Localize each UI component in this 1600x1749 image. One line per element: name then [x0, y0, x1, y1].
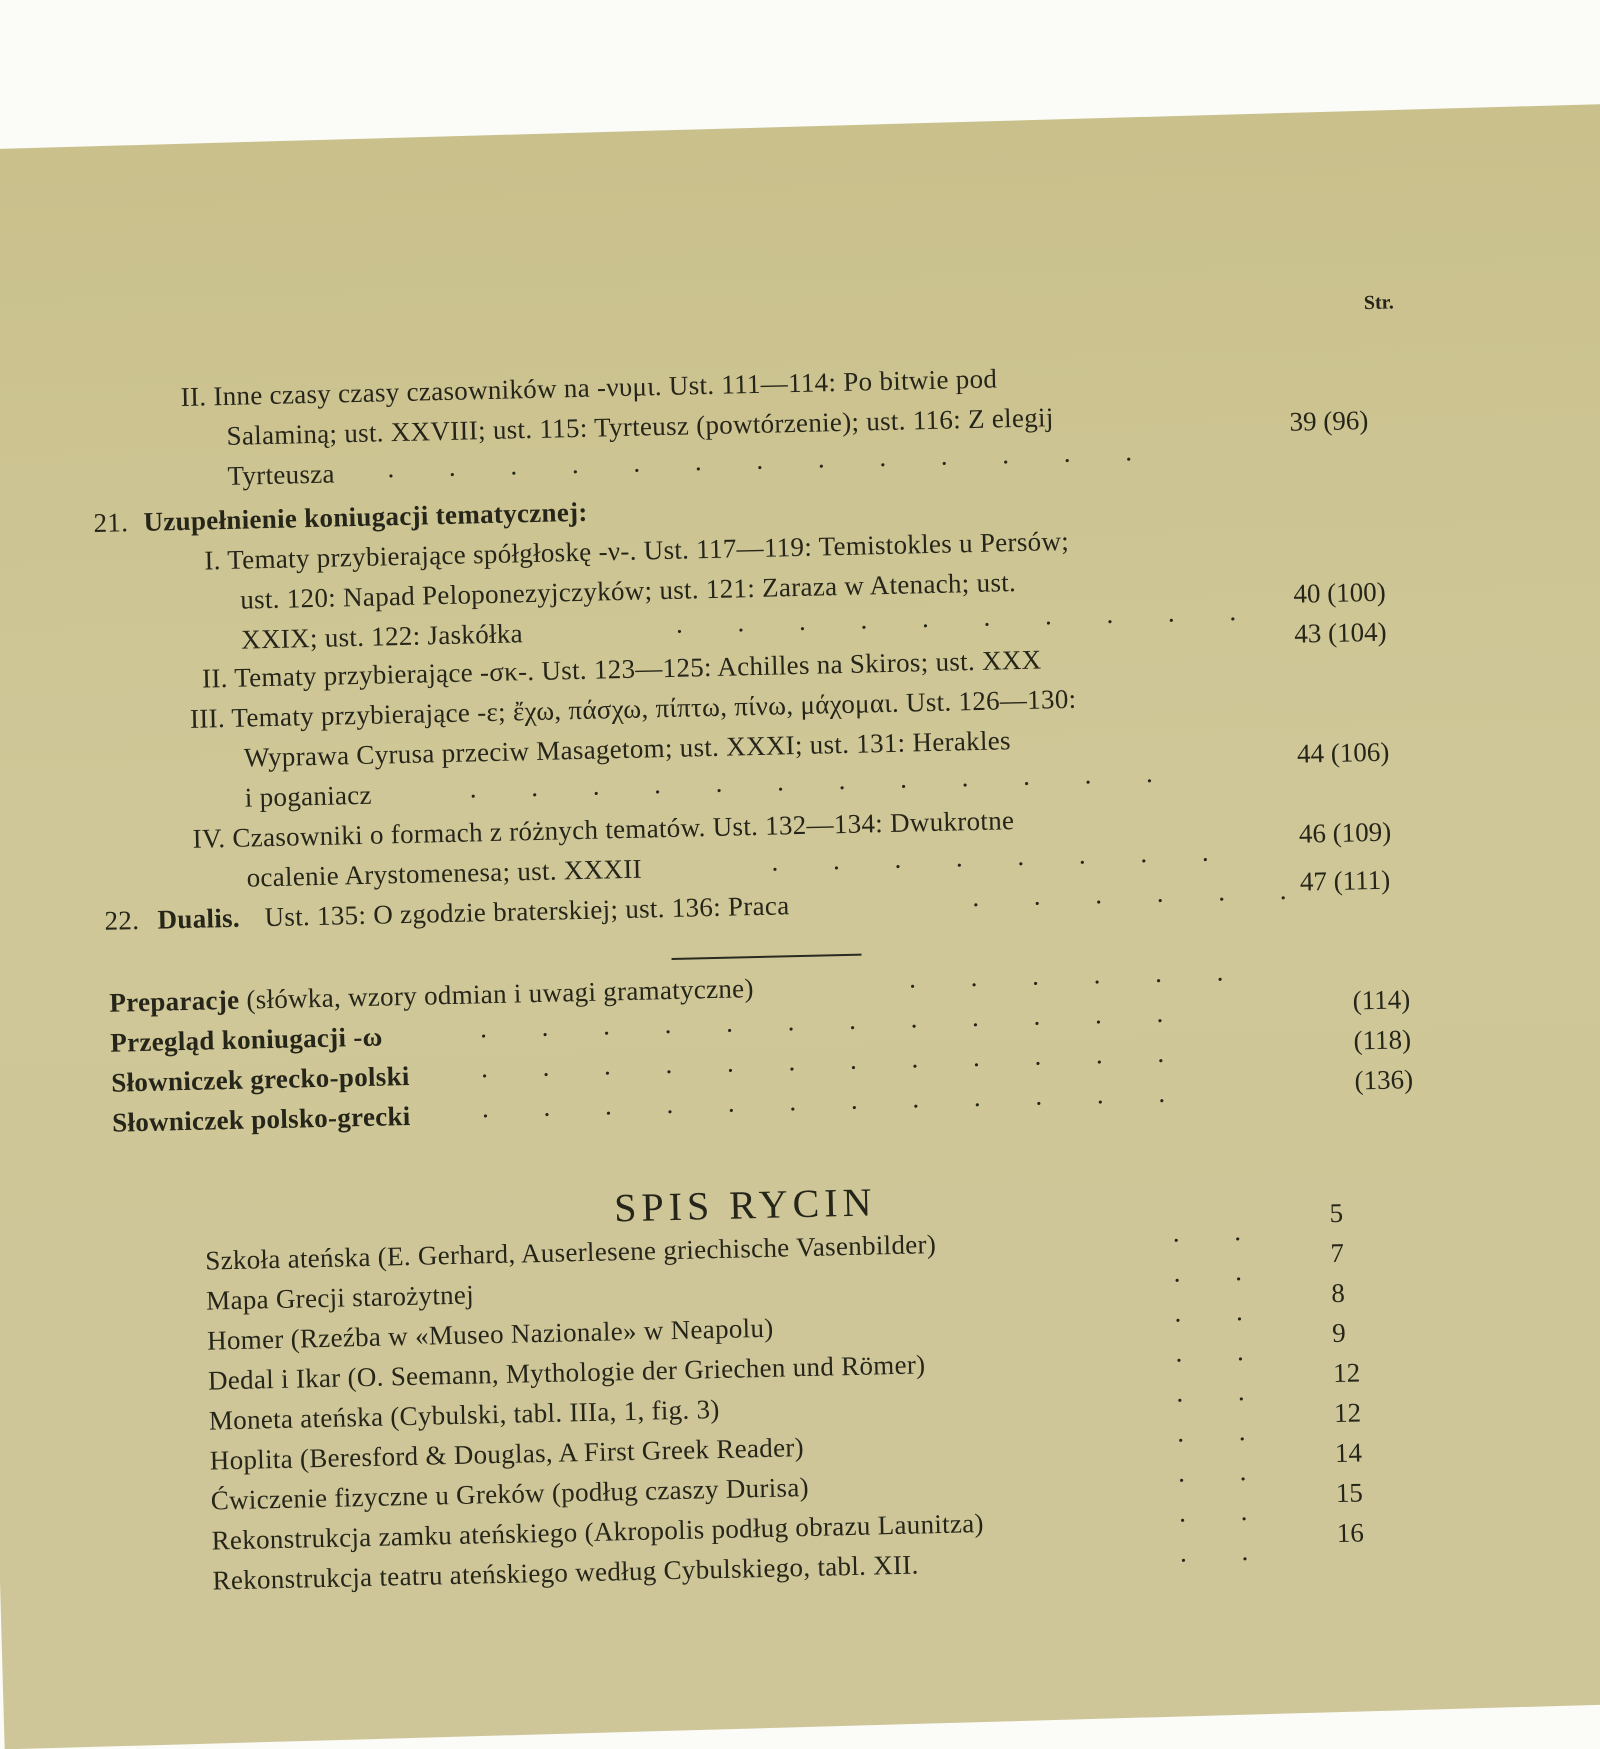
dot-leader: . . . . . . . . . .: [675, 595, 1261, 639]
figure-label: Rekonstrukcja zamku ateńskiego (Akropolis podług obrazu Launitza): [211, 1508, 985, 1556]
toc-line: ust. 120: Napad Peloponezyjczyków; ust. 121: Zaraza w Atenach; ust.: [239, 567, 1017, 615]
toc-line: Ust. 135: O zgodzie braterskiej; ust. 136: Praca: [264, 890, 790, 933]
toc-line: III. Tematy przybierające -ε; ἔχω, πάσχω, πίπτω, πίνω, μάχομαι. Ust. 126—130:: [189, 683, 1077, 734]
page-number: (114): [1352, 984, 1411, 1016]
toc-line: ocalenie Arystomenesa; ust. XXXII: [246, 853, 643, 893]
appendix-note: (słówka, wzory odmian i uwagi gramatyczne): [238, 973, 755, 1015]
dot-leader: . . . . . .: [971, 874, 1311, 913]
dot-leader: . . . . . . . .: [771, 836, 1233, 877]
toc-line: Salaminą; ust. XXVIII; ust. 115: Tyrteusz (powtórzenie); ust. 116: Z elegij: [226, 402, 1054, 451]
dot-leader: . .: [1178, 1495, 1272, 1528]
figure-label: Ćwiczenie fizyczne u Greków (podług czaszy Durisa): [210, 1471, 810, 1516]
page-number: (118): [1353, 1024, 1412, 1056]
toc-line: II. Tematy przybierające -σκ-. Ust. 123—125: Achilles na Skiros; ust. XXX: [201, 644, 1042, 694]
dot-leader: . .: [1177, 1455, 1271, 1488]
dot-leader: . . . . . . . . . . . . .: [387, 435, 1157, 484]
figure-label: Mapa Grecji starożytnej: [205, 1279, 475, 1316]
page-number: 44 (106): [1296, 736, 1390, 769]
dot-leader: . . . . . .: [908, 955, 1248, 994]
appendix-item: Przegląd koniugacji -ω: [109, 1021, 383, 1058]
page-number: 43 (104): [1294, 616, 1387, 649]
dot-leader: . .: [1175, 1335, 1268, 1368]
figure-page-number: 9: [1331, 1317, 1347, 1349]
appendix-item: Słowniczek polsko-grecki: [111, 1100, 411, 1138]
dot-leader: . .: [1176, 1415, 1270, 1448]
toc-line: Wyprawa Cyrusa przeciw Masagetom; ust. XXXI; ust. 131: Herakles: [243, 725, 1012, 773]
toc-line: I. Tematy przybierające spółgłoskę -ν-. Ust. 117—119: Temistokles u Persów;: [204, 525, 1070, 576]
figure-label: Dedal i Ikar (O. Seemann, Mythologie der Griechen und Römer): [207, 1349, 926, 1396]
dot-leader: . . . . . . . . . . . .: [469, 757, 1178, 804]
dot-leader: . .: [1173, 1255, 1267, 1288]
page-number: 46 (109): [1298, 816, 1392, 849]
figure-page-number: 8: [1330, 1277, 1346, 1309]
dot-leader: . .: [1179, 1535, 1273, 1568]
figure-label: Rekonstrukcja teatru ateńskiego według Cybulskiego, tabl. XII.: [212, 1549, 919, 1596]
figure-page-number: 15: [1335, 1477, 1364, 1509]
toc-line: Tyrteusza: [227, 458, 336, 491]
page-number: 47 (111): [1299, 864, 1391, 897]
figure-page-number: 16: [1336, 1517, 1365, 1549]
figure-page-number: 14: [1334, 1437, 1363, 1469]
appendix-item: Słowniczek grecko-polski: [110, 1060, 410, 1098]
toc-line: II. Inne czasy czasy czasowników na -νυμι. Ust. 111—114: Po bitwie pod: [180, 363, 998, 412]
dot-leader: . .: [1172, 1215, 1266, 1248]
figure-page-number: 12: [1333, 1397, 1362, 1429]
toc-line: XXIX; ust. 122: Jaskółka: [240, 618, 524, 655]
section-heading: Dualis.: [157, 902, 241, 935]
figure-label: Hoplita (Beresford & Douglas, A First Greek Reader): [209, 1432, 805, 1476]
page-column-header: Str.: [1363, 291, 1394, 315]
page-number: 40 (100): [1293, 576, 1386, 609]
figure-page-number: 5: [1329, 1197, 1344, 1229]
figure-label: Homer (Rzeźba w «Museo Nazionale» w Neapolu): [206, 1312, 774, 1356]
toc-line: i poganiacz: [244, 779, 373, 813]
section-number: 22.: [104, 905, 140, 936]
page-number: 39 (96): [1289, 405, 1369, 437]
figure-page-number: 7: [1330, 1237, 1345, 1269]
dot-leader: . .: [1174, 1295, 1268, 1328]
page-number: (136): [1354, 1064, 1414, 1096]
dot-leader: . . . . . . . . . . . .: [481, 1077, 1190, 1124]
dot-leader: . . . . . . . . . . . .: [479, 997, 1188, 1044]
figure-label: Moneta ateńska (Cybulski, tabl. IIIa, 1, fig. 3): [208, 1393, 720, 1436]
appendix-label: Preparacje: [109, 984, 240, 1018]
dot-leader: . .: [1175, 1375, 1269, 1408]
divider: [672, 954, 862, 960]
dot-leader: . . . . . . . . . . . .: [480, 1037, 1189, 1084]
figures-title: SPIS RYCIN: [613, 1179, 877, 1231]
figure-label: Szkoła ateńska (E. Gerhard, Auserlesene griechische Vasenbilder): [204, 1229, 937, 1276]
toc-line: IV. Czasowniki o formach z różnych tematów. Ust. 132—134: Dwukrotne: [192, 805, 1015, 854]
figure-page-number: 12: [1332, 1357, 1361, 1389]
section-heading: Uzupełnienie koniugacji tematycznej:: [143, 496, 588, 537]
section-number: 21.: [93, 507, 129, 538]
